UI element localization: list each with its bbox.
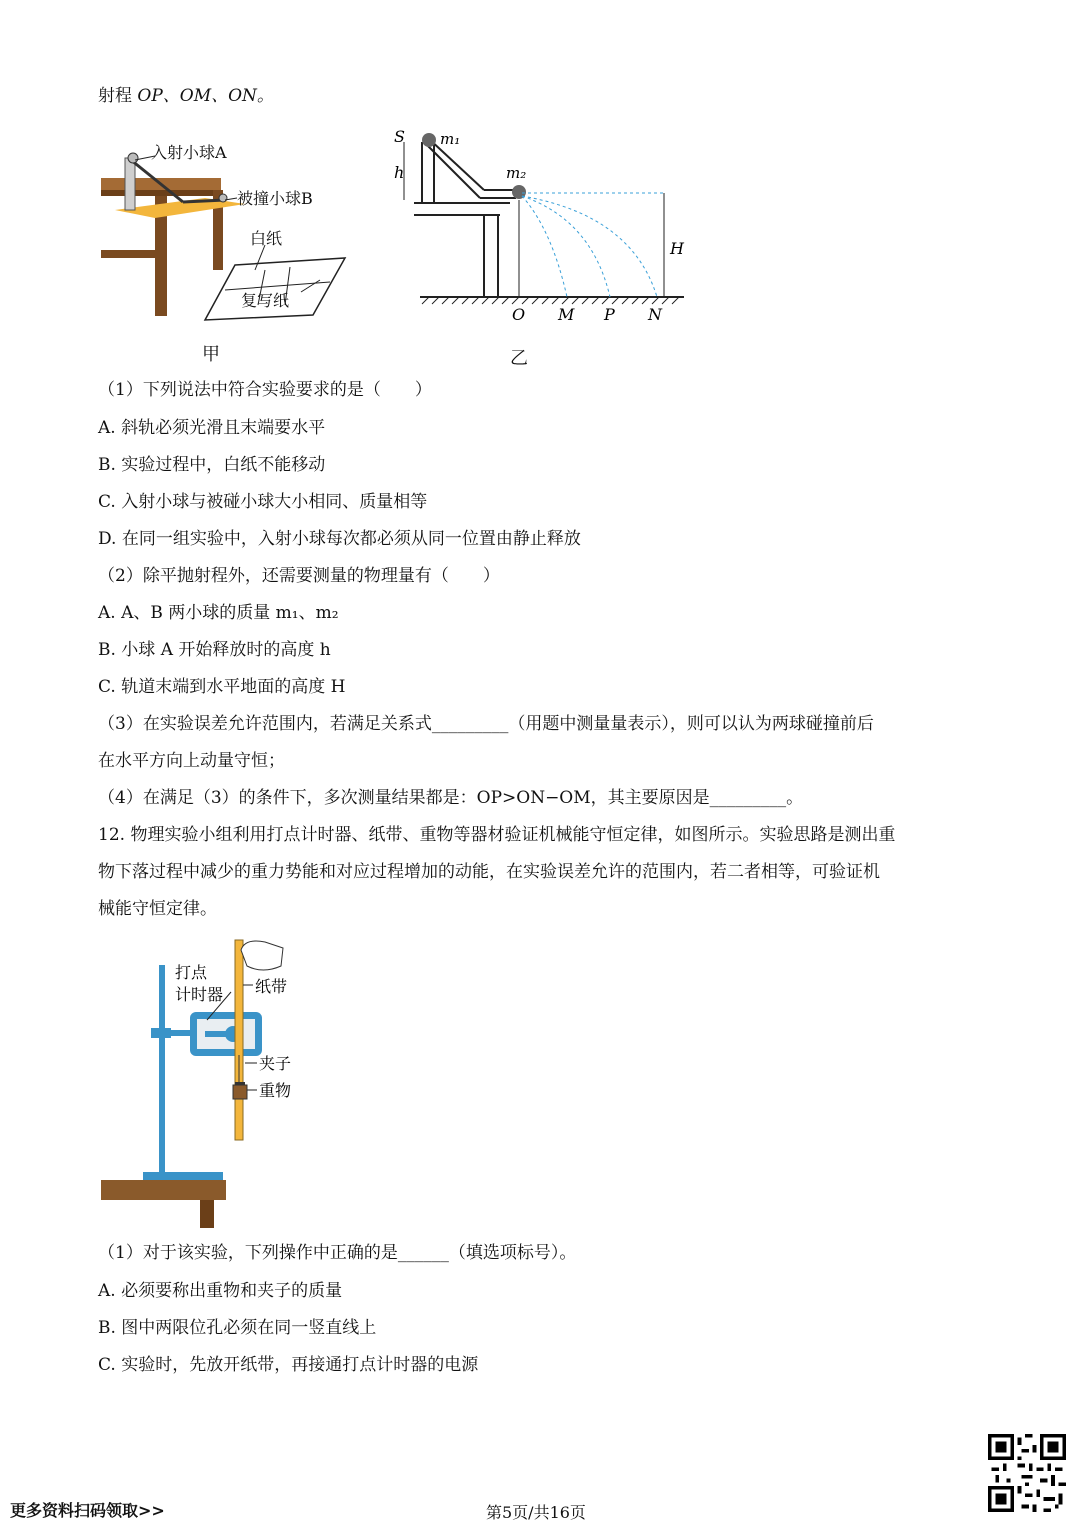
caption-jia: 甲	[202, 344, 220, 365]
q1-option-c: C. 入射小球与被碰小球大小相同、质量相等	[98, 492, 428, 512]
trajectory-M	[522, 196, 567, 297]
range-symbols: OP、OM、ON。	[137, 86, 274, 106]
page-number: 第5页/共16页	[486, 1503, 586, 1522]
question-2: （2）除平抛射程外，还需要测量的物理量有（ ）	[98, 566, 500, 586]
qr-code[interactable]	[988, 1434, 1066, 1512]
timer-bar	[205, 1031, 227, 1037]
p12-option-b: B. 图中两限位孔必须在同一竖直线上	[98, 1318, 377, 1338]
label-O: O	[512, 305, 526, 324]
yi-slope-bottom	[428, 146, 480, 198]
label-weight: 重物	[259, 1081, 292, 1100]
question-3-line2: 在水平方向上动量守恒；	[98, 751, 285, 771]
table-edge	[101, 190, 221, 196]
label-m1: m₁	[440, 130, 461, 148]
q2-option-a: A. A、B 两小球的质量 m₁、m₂	[98, 603, 339, 623]
q1-option-a: A. 斜轨必须光滑且末端要水平	[98, 418, 326, 438]
question-3-line1: （3）在实验误差允许范围内，若满足关系式_________（用题中测量量表示），则可以认为两球碰撞前后	[98, 714, 874, 734]
ball-a	[128, 153, 138, 163]
q2-option-b: B. 小球 A 开始释放时的高度 h	[98, 640, 331, 660]
label-H: H	[670, 239, 684, 258]
label-clip: 夹子	[259, 1054, 292, 1073]
label-carbon-paper: 复写纸	[241, 291, 290, 310]
figure-jia	[95, 130, 365, 370]
footer-more-resources[interactable]: 更多资料扫码领取>>	[10, 1501, 165, 1520]
label-timer-2: 计时器	[175, 985, 224, 1004]
range-prefix: 射程	[98, 86, 132, 106]
problem-12-line3: 械能守恒定律。	[98, 899, 217, 919]
support-post	[125, 158, 135, 210]
problem-12-line2: 物下落过程中减少的重力势能和对应过程增加的动能，在实验误差允许的范围内，若二者相等，可验证机	[98, 862, 880, 882]
label-white-paper: 白纸	[250, 229, 283, 248]
stand-base	[143, 1172, 223, 1180]
p12-option-a: A. 必须要称出重物和夹子的质量	[98, 1281, 343, 1301]
label-S: S	[394, 127, 405, 146]
table-rail	[101, 250, 157, 258]
paper-tape	[235, 940, 243, 1140]
label-incident-ball: 入射小球A	[151, 143, 227, 162]
figure-timer	[95, 930, 335, 1230]
ball-m1	[422, 133, 436, 147]
label-h: h	[394, 163, 405, 182]
bench-top	[101, 1180, 226, 1200]
figure-yi	[392, 120, 692, 330]
range-line	[98, 84, 274, 108]
trajectory-P	[522, 196, 610, 297]
caption-yi: 乙	[510, 348, 528, 369]
label-m2: m₂	[506, 164, 527, 182]
label-M: M	[558, 305, 575, 324]
problem-12-line1: 12. 物理实验小组利用打点计时器、纸带、重物等器材验证机械能守恒定律，如图所示。实验思路是测出重	[98, 825, 896, 845]
label-tape: 纸带	[255, 977, 288, 996]
q1-option-b: B. 实验过程中，白纸不能移动	[98, 455, 326, 475]
question-4: （4）在满足（3）的条件下，多次测量结果都是：OP>ON−OM，其主要原因是_________。	[98, 788, 804, 808]
q1-option-d: D. 在同一组实验中，入射小球每次都必须从同一位置由静止释放	[98, 529, 581, 549]
flat-rail	[183, 200, 225, 202]
label-P: P	[604, 305, 615, 324]
label-target-ball: 被撞小球B	[237, 189, 313, 208]
label-timer-1: 打点	[175, 963, 208, 982]
clamp-arm	[171, 1030, 193, 1036]
p12-option-c: C. 实验时，先放开纸带，再接通打点计时器的电源	[98, 1355, 479, 1375]
question-1: （1）下列说法中符合实验要求的是（ ）	[98, 380, 432, 400]
ball-b	[219, 194, 227, 202]
ground-hatch	[422, 297, 679, 304]
q2-option-c: C. 轨道末端到水平地面的高度 H	[98, 677, 346, 697]
stand-clamp	[151, 1028, 171, 1038]
stand-pole	[159, 965, 165, 1175]
weight-block	[233, 1085, 247, 1099]
p12-question-1: （1）对于该实验，下列操作中正确的是______（填选项标号）。	[98, 1243, 577, 1263]
bench-leg	[200, 1200, 214, 1228]
hand	[241, 941, 283, 970]
label-N: N	[648, 305, 662, 324]
paper-sheet	[205, 258, 345, 320]
